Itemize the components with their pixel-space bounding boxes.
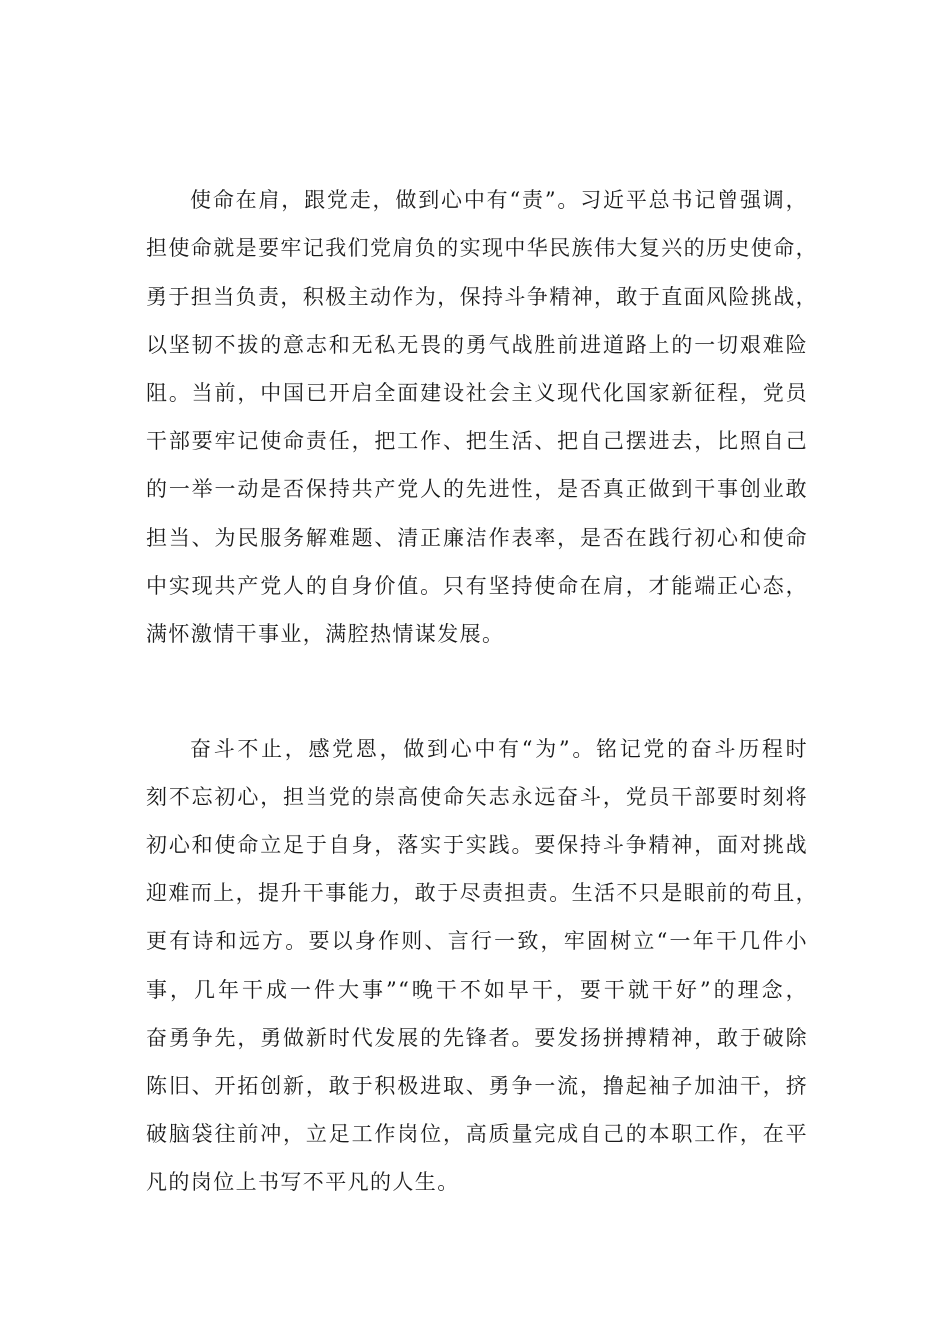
paragraph-line: 凡的岗位上书写不平凡的人生。 xyxy=(146,1170,460,1194)
paragraph-line: 以坚韧不拔的意志和无私无畏的勇气战胜前进道路上的一切艰难险 xyxy=(146,333,808,357)
paragraph-line: 更有诗和远方。要以身作则、言行一致，牢固树立“一年干几件小 xyxy=(146,929,808,953)
paragraph-line: 事，几年干成一件大事”“晚干不如早干，要干就干好”的理念， xyxy=(146,978,808,1002)
paragraph-line: 勇于担当负责，积极主动作为，保持斗争精神，敢于直面风险挑战， xyxy=(146,285,818,309)
paragraph-line: 担当、为民服务解难题、清正廉洁作表率，是否在践行初心和使命 xyxy=(146,526,808,550)
paragraph-line: 奋斗不止，感党恩，做到心中有“为”。铭记党的奋斗历程时 xyxy=(190,737,808,761)
paragraph-line: 满怀激情干事业，满腔热情谋发展。 xyxy=(146,622,505,646)
paragraph-line: 阻。当前，中国已开启全面建设社会主义现代化国家新征程，党员 xyxy=(146,381,808,405)
paragraph-line: 陈旧、开拓创新，敢于积极进取、勇争一流，撸起袖子加油干，挤 xyxy=(146,1074,808,1098)
paragraph-line: 奋勇争先，勇做新时代发展的先锋者。要发扬拼搏精神，敢于破除 xyxy=(146,1026,808,1050)
paragraph-line: 的一举一动是否保持共产党人的先进性，是否真正做到干事创业敢 xyxy=(146,477,808,501)
paragraph-line: 迎难而上，提升干事能力，敢于尽责担责。生活不只是眼前的苟且， xyxy=(146,881,818,905)
paragraph-line: 干部要牢记使命责任，把工作、把生活、把自己摆进去，比照自己 xyxy=(146,429,808,453)
paragraph-line: 破脑袋往前冲，立足工作岗位，高质量完成自己的本职工作，在平 xyxy=(146,1122,808,1146)
paragraph-line: 担使命就是要牢记我们党肩负的实现中华民族伟大复兴的历史使命， xyxy=(146,236,818,260)
paragraph-line: 中实现共产党人的自身价值。只有坚持使命在肩，才能端正心态， xyxy=(146,574,808,598)
paragraph-line: 使命在肩，跟党走，做到心中有“责”。习近平总书记曾强调， xyxy=(190,188,808,212)
paragraph-line: 初心和使命立足于自身，落实于实践。要保持斗争精神，面对挑战 xyxy=(146,833,808,857)
paragraph-line: 刻不忘初心，担当党的崇高使命矢志永远奋斗，党员干部要时刻将 xyxy=(146,785,808,809)
